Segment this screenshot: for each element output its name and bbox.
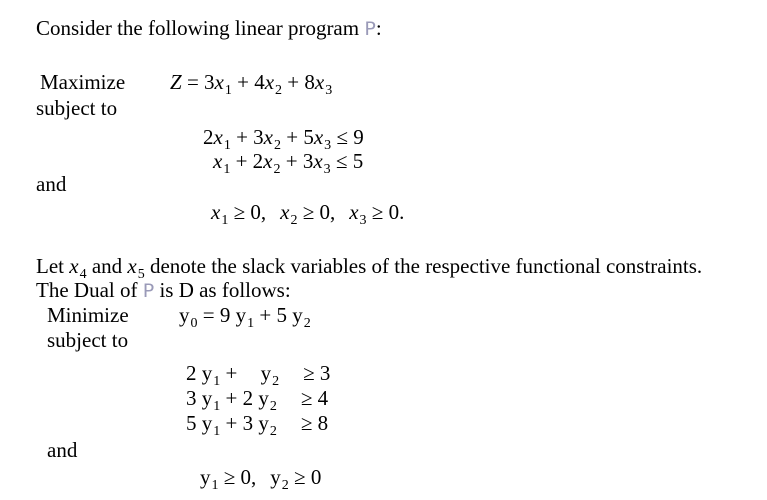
c1-t3-op: + <box>281 125 304 149</box>
d3-v1: y <box>201 411 213 435</box>
c1-t2-coef: 3 <box>253 125 264 149</box>
d1-rhs: 3 <box>319 361 331 385</box>
slack-part3: denote the slack variables of the respective functional constraints. <box>144 254 703 278</box>
nn3-var: x <box>349 200 359 224</box>
dual-constraint-1 <box>186 361 330 389</box>
dnn1-rhs: 0, <box>240 465 257 489</box>
dual-constraint-3 <box>186 411 328 439</box>
dual-obj-t2-sub: 2 <box>303 316 311 331</box>
d2-v1: y <box>201 386 213 410</box>
nn1-rhs: 0, <box>250 200 267 224</box>
d1-v1: y <box>201 361 213 385</box>
dual-part1: The Dual of <box>36 278 143 302</box>
c1-rel: ≤ <box>331 125 354 149</box>
intro-line <box>36 16 382 41</box>
intro-colon: : <box>375 16 382 40</box>
c2-t1-sub: 1 <box>223 162 231 177</box>
nn1-var: x <box>211 200 221 224</box>
slack-var-a: x <box>69 254 79 278</box>
d3-rhs: 8 <box>317 411 329 435</box>
dual-objective <box>179 303 311 331</box>
dual-program-symbol: P <box>142 280 155 302</box>
c1-rhs: 9 <box>353 125 364 149</box>
c1-t3-sub: 3 <box>324 138 332 153</box>
d2-rel: ≥ <box>300 386 313 410</box>
c2-t2-var: x <box>263 149 273 173</box>
c2-t2-coef: 2 <box>252 149 264 173</box>
slack-sub-b: 5 <box>137 267 145 282</box>
dnn2-sub: 2 <box>281 478 289 493</box>
c2-t3-coef: 3 <box>302 149 314 173</box>
d2-v2: y <box>258 386 269 410</box>
dual-obj-t1-var: y <box>235 303 247 327</box>
d2-c1: 3 <box>186 386 202 410</box>
nn3-rel: ≥ <box>366 200 389 224</box>
d2-s2: 2 <box>269 399 277 414</box>
nn2-rhs: 0, <box>319 200 336 224</box>
d1-op: + <box>220 361 243 385</box>
d1-v2: y <box>260 361 272 385</box>
obj-term-3-sub: 3 <box>325 83 333 98</box>
dual-obj-lhs-var: y <box>179 303 190 327</box>
obj-term-2-op: + <box>231 70 255 94</box>
nn2-sub: 2 <box>290 213 298 228</box>
intro-text: Consider the following linear program <box>36 16 365 40</box>
d3-s2: 2 <box>269 424 277 439</box>
primal-constraint-2 <box>213 149 363 177</box>
obj-term-1-coef: 3 <box>204 70 215 94</box>
dual-part2: is D as follows: <box>154 278 291 302</box>
obj-term-3-var: x <box>314 70 325 94</box>
c1-t1-coef: 2 <box>203 125 214 149</box>
dual-and-label: and <box>47 438 78 462</box>
objective-lhs: Z <box>170 70 182 94</box>
c2-t1-var: x <box>213 149 223 173</box>
d3-c1: 5 <box>186 411 202 435</box>
nn2-rel: ≥ <box>297 200 320 224</box>
dnn1-var: y <box>200 465 211 489</box>
primal-and-label: and <box>36 172 67 196</box>
c2-t2-sub: 2 <box>273 162 281 177</box>
dnn1-sub: 1 <box>211 478 219 493</box>
dual-sentence <box>36 278 291 303</box>
d2-op: + <box>220 386 243 410</box>
c1-t2-var: x <box>263 125 273 149</box>
minimize-label: Minimize <box>47 303 129 327</box>
d2-rhs: 4 <box>317 386 329 410</box>
maximize-label: Maximize <box>40 70 126 94</box>
d3-v2: y <box>258 411 269 435</box>
obj-term-1-sub: 1 <box>224 83 232 98</box>
c1-t2-op: + <box>230 125 254 149</box>
dnn2-var: y <box>270 465 281 489</box>
c2-rel: ≤ <box>330 149 353 173</box>
slack-var-b: x <box>127 254 137 278</box>
d1-s1: 1 <box>213 374 221 389</box>
slack-part1: Let <box>36 254 70 278</box>
dual-obj-t1-coef: 9 <box>219 303 236 327</box>
dual-obj-lhs-sub: 0 <box>190 316 198 331</box>
obj-term-1-var: x <box>214 70 224 94</box>
dual-nonnegativity <box>200 465 321 493</box>
nn3-rhs: 0. <box>388 200 405 224</box>
nn1-sub: 1 <box>221 213 229 228</box>
primal-objective <box>170 70 332 98</box>
program-symbol: P <box>364 18 376 40</box>
dnn2-rel: ≥ <box>288 465 311 489</box>
d1-rel: ≥ <box>303 361 315 385</box>
dual-obj-t2-op: + <box>254 303 277 327</box>
nn2-var: x <box>280 200 290 224</box>
c2-t3-op: + <box>280 149 303 173</box>
obj-term-2-sub: 2 <box>275 83 283 98</box>
c1-t1-var: x <box>213 125 223 149</box>
dual-constraint-2 <box>186 386 328 414</box>
c1-t2-sub: 2 <box>274 138 281 153</box>
dual-obj-t2-coef: 5 <box>276 303 293 327</box>
dual-obj-t2-var: y <box>292 303 303 327</box>
nn1-rel: ≥ <box>228 200 251 224</box>
d3-s1: 1 <box>213 424 221 439</box>
d2-c2: 2 <box>242 386 259 410</box>
c1-t1-sub: 1 <box>223 138 231 153</box>
d3-rel: ≥ <box>300 411 313 435</box>
d1-c1: 2 <box>186 361 202 385</box>
obj-term-3-coef: 8 <box>304 70 315 94</box>
c1-t3-var: x <box>313 125 324 149</box>
c1-t3-coef: 5 <box>303 125 314 149</box>
slack-sub-a: 4 <box>79 267 87 282</box>
obj-term-3-op: + <box>282 70 305 94</box>
dual-obj-eq: = <box>197 303 220 327</box>
c2-t3-var: x <box>313 149 323 173</box>
objective-eq: = <box>181 70 205 94</box>
c2-rhs: 5 <box>352 149 364 173</box>
dnn2-rhs: 0 <box>310 465 322 489</box>
d3-op: + <box>220 411 243 435</box>
obj-term-2-coef: 4 <box>254 70 265 94</box>
obj-term-2-var: x <box>264 70 275 94</box>
dual-obj-t1-sub: 1 <box>247 316 255 331</box>
d3-c2: 3 <box>242 411 259 435</box>
dual-subject-to-label: subject to <box>47 328 129 352</box>
d1-s2: 2 <box>272 374 280 389</box>
dnn1-rel: ≥ <box>218 465 241 489</box>
d2-s1: 1 <box>213 399 221 414</box>
primal-nonnegativity <box>211 200 404 228</box>
primal-subject-to-label: subject to <box>36 96 118 120</box>
c2-t3-sub: 3 <box>323 162 331 177</box>
nn3-sub: 3 <box>359 213 367 228</box>
c2-t2-op: + <box>230 149 253 173</box>
slack-part2: and <box>86 254 128 278</box>
